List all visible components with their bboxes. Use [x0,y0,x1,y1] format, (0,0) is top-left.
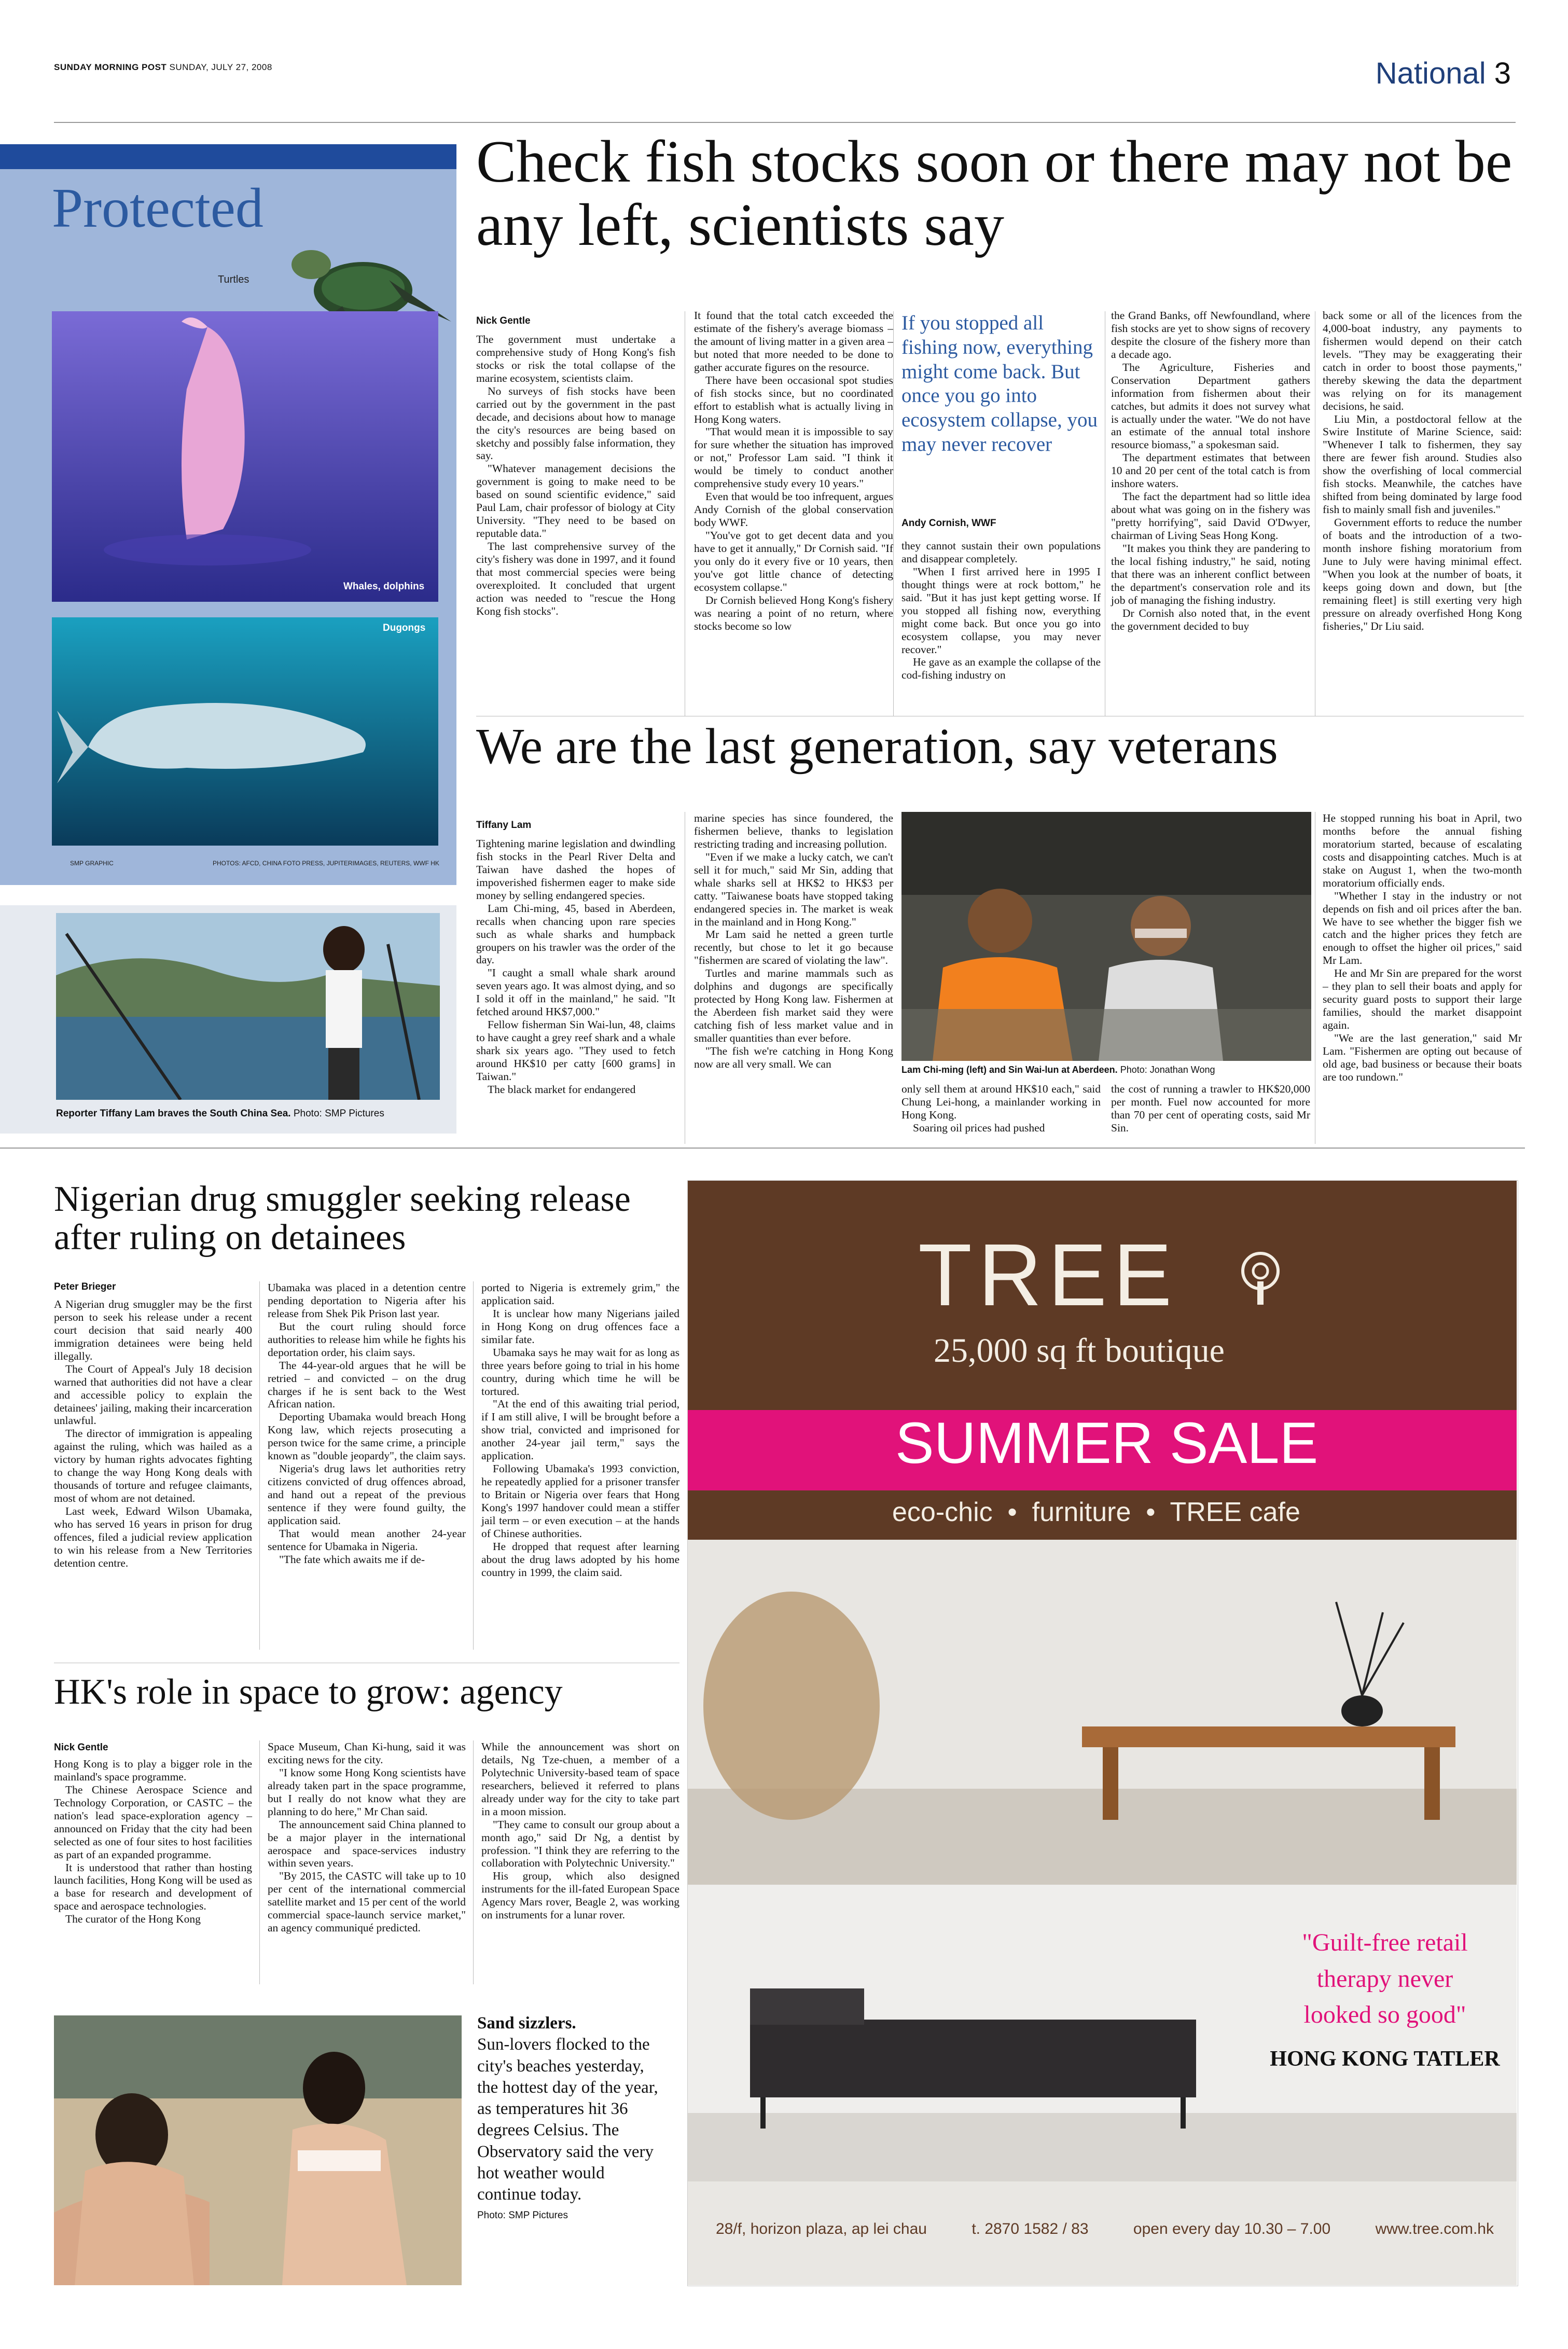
paragraph: "I know some Hong Kong scientists have already taken part in the space programme, but I really do not know what they are planning to do here," Mr Chan said. [268,1766,466,1818]
paragraph: Ubamaka was placed in a detention centre pending deportation to Nigeria after his release from Shek Pik Prison last year. [268,1281,466,1320]
sidebar-graphic-credit: SMP GRAPHIC [70,860,114,867]
paragraph: only sell them at around HK$10 each," said Chung Lei-hong, a mainlander working in Hong Kong. [901,1083,1101,1121]
story1-column-4 [1111,309,1310,632]
paragraph: Even that would be too infrequent, argues Andy Cornish of the global conservation body WWF. [694,490,893,529]
story2-headline: We are the last generation, say veterans [476,718,1278,775]
paragraph: Tightening marine legislation and dwindling fish stocks in the Pearl River Delta and Taiwan have dashed the hopes of impoverished fishermen eager to make side money by selling endangered species. [476,837,675,902]
paragraph: Liu Min, a postdoctoral fellow at the Swire Institute of Marine Science, said: "Whenever I talk to fishermen, they say there are fewer fish around. Studies also show the overfishing of local commercial fish stocks. Meanwhile, the catches have shifted from being dominated by large food fish to mainly small fish and juveniles." [1323,412,1522,516]
paragraph: That would mean another 24-year sentence for Ubamaka in Nigeria. [268,1527,466,1553]
paragraph: Space Museum, Chan Ki-hung, said it was exciting news for the city. [268,1740,466,1766]
story4-column-2 [268,1740,466,1935]
paragraph: The government must undertake a comprehensive study of Hong Kong's fish stocks or risk the total collapse of the marine ecosystem, scientists claim. [476,333,675,384]
paragraph: The curator of the Hong Kong [65,1913,201,1926]
paragraph: The Chinese Aerospace Science and Technology Corporation, or CASTC – the nation's lead space-exploration agency – announced on Friday that the city had been selected as one of four sites to host facilities as part of an expanded programme. [54,1783,252,1861]
ad-tagline: 25,000 sq ft boutique [934,1332,1225,1370]
beach-photo [54,2015,462,2285]
fishermen-photo [901,812,1311,1061]
paragraph: The fact the department had so little idea about what was going on in the fishery was "pretty horrifying", said David O'Dwyer, chairman of Living Seas Hong Kong. [1111,490,1310,542]
paragraph: Deporting Ubamaka would breach Hong Kong law, which rejects prosecuting a person twice for the same crime, a principle known as "double jeopardy", the claim says. [268,1411,466,1462]
pull-quote-attribution: Andy Cornish, WWF [901,518,996,529]
ad-footer-info [716,2220,1494,2238]
paragraph: Following Ubamaka's 1993 conviction, he repeatedly applied for a prisoner transfer to Britain or Nigeria over fears that Hong Kong's 1997 handover could mean a stiffer jail term – or even execution – at the hands of Chinese authorities. [481,1462,679,1540]
story4-headline: HK's role in space to grow: agency [54,1672,563,1712]
masthead-rule [54,122,1516,123]
story4-column-1 [54,1758,252,1926]
story3-column-1 [54,1298,252,1570]
paragraph: Dr Cornish also noted that, in the event the government decided to buy [1111,606,1310,632]
paragraph: Nigeria's drug laws let authorities retry citizens convicted of drug offences abroad, and hand out a repeat of the previous sentence if they were found guilty, the application said. [268,1462,466,1527]
page-number: 3 [1494,57,1511,90]
ad-feature-furniture: furniture [1032,1497,1131,1527]
story1-column-1 [476,333,675,618]
story1-byline: Nick Gentle [476,315,531,326]
story1-headline: Check fish stocks soon or there may not be any left, scientists say [476,129,1513,258]
paragraph: He stopped running his boat in April, two months before the annual fishing moratorium started, because of escalating costs and disappointing catches. Much is at stake on August 1, when the two-month moratorium officially ends. [1323,812,1522,889]
story3-column-2 [268,1281,466,1566]
paragraph: He dropped that request after learning about the drug laws adopted by his home country in 1999, the claim said. [481,1540,679,1579]
pull-quote: If you stopped all fishing now, everything might come back. But once you go into ecosystem collapse, you may never recover [901,312,1098,455]
reporter-photo [56,913,440,1100]
paragraph: The 44-year-old argues that he will be retried – and convicted – on the drug charges if he is sent back to the West African nation. [268,1359,466,1411]
label-whales-dolphins: Whales, dolphins [343,581,425,592]
paragraph: But the court ruling should force authorities to release him while he fights his deportation order, his claim says. [268,1320,466,1359]
paragraph: A Nigerian drug smuggler may be the first person to seek his release under a recent court decision that said nearly 400 immigration detainees were being held illegally. [54,1298,252,1362]
photo-story-credit: Photo: SMP Pictures [477,2210,568,2221]
paragraph: It is understood that rather than hosting launch facilities, Hong Kong will be used as a base for research and development of space and aerospace technologies. [54,1861,252,1913]
paragraph: While the announcement was short on details, Ng Tze-chuen, a member of a Polytechnic University-based team of space researchers, believed it referred to plans already under way for the city to take part in a moon mission. [481,1740,679,1818]
paragraph: The Court of Appeal's July 18 decision warned that authorities did not have a clear and accessible policy to explain the detainees' jailing, making their incarceration unlawful. [54,1362,252,1427]
paragraph: back some or all of the licences from the 4,000-boat industry, any payments to fishermen would depend on their catch levels. "They may be exaggerating their catch in order to boost those payments," thereby skewing the data the department was relying on for its management decisions, he said. [1323,309,1522,412]
label-turtles: Turtles [218,274,249,285]
paragraph: "Whether I stay in the industry or not depends on fish and oil prices after the ban. We have to see whether the bigger fish we catch and the higher prices they fetch are enough to offset the higher oil prices," said Mr Lam. [1323,889,1522,967]
paragraph: "Whatever management decisions the government is going to make need to be based on sound scientific evidence," said Paul Lam, chair professor of biology at City University. "They need to be based on reputable data." [476,462,675,540]
paragraph: Mr Lam said he netted a green turtle recently, but chose to let it go because "fishermen are scared of violating the law". [694,928,893,967]
fishermen-caption: Lam Chi-ming (left) and Sin Wai-lun at Aberdeen. Photo: Jonathan Wong [901,1065,1215,1075]
ad-quote: "Guilt-free retail therapy never looked so good" [1302,1929,1468,2029]
paragraph: "They came to consult our group about a month ago," said Dr Ng, a dentist by profession. "I think they are referring to the collaboration with Polytechnic University." [481,1818,679,1870]
ad-address: 28/f, horizon plaza, ap lei chau [716,2220,927,2237]
paragraph: "At the end of this awaiting trial period, if I am still alive, I will be brought before a show trial, convicted and imprisoned for another 24-year jail term," says the application. [481,1398,679,1462]
masthead-date: SUNDAY, JULY 27, 2008 [169,62,272,72]
paragraph: Fellow fisherman Sin Wai-lun, 48, claims to have caught a grey reef shark and a whale shark six years ago. "They used to fetch around HK$10 per catty [600 grams] in Taiwan." [476,1018,675,1083]
ad-features: eco-chic • furniture • TREE cafe [892,1497,1300,1527]
dugong-photo [52,617,438,846]
paragraph: Hong Kong is to play a bigger role in the mainland's space programme. [54,1758,252,1783]
ad-hours: open every day 10.30 – 7.00 [1133,2220,1331,2237]
paragraph: The director of immigration is appealing against the ruling, which was hailed as a victory by human rights advocates fighting to change the way Hong Kong deals with thousands of torture and refugee claimants, most of whom are not detained. [54,1427,252,1505]
photo-story-text [477,2013,664,2222]
photo-story-body: Sun-lovers flocked to the city's beaches yesterday, the hottest day of the year, as temperatures hit 36 degrees Celsius. The Observatory said the very hot weather would continue today. [477,2035,658,2204]
story3-headline: Nigerian drug smuggler seeking release after ruling on detainees [54,1179,631,1258]
story2-column-5 [1323,812,1522,1084]
story2-column-2 [694,812,893,1071]
paragraph: marine species has since foundered, the fishermen believe, thanks to legislation restricting trading and increasing pollution. [694,812,893,850]
ad-website: www.tree.com.hk [1375,2220,1494,2237]
paragraph: ported to Nigeria is extremely grim," the application said. [481,1281,679,1307]
paragraph: Ubamaka says he may wait for as long as three years before going to trial in his home country, during which time he will be tortured. [481,1346,679,1398]
paragraph: "The fate which awaits me if de- [279,1553,425,1566]
sidebar-topbar [0,144,456,169]
story1-column-2 [694,309,893,632]
story2-column-3 [901,1083,1101,1135]
story4-column-3 [481,1740,679,1922]
paragraph: "It makes you think they are pandering to the local fishing industry," he said, noting that there was an inherent conflict between the department's conservation role and its job of managing the fishing industry. [1111,542,1310,606]
paragraph: The Agriculture, Fisheries and Conservation Department gathers information from fishermen about their catches, but admits it does not survey what is actually under the water. "We do not have an estimate of the annual total inshore resource biomass," a spokesman said. [1111,361,1310,451]
masthead-paper: SUNDAY MORNING POST SUNDAY, JULY 27, 2008 [54,62,272,72]
reporter-caption: Reporter Tiffany Lam braves the South China Sea. Photo: SMP Pictures [56,1108,384,1119]
paragraph: "That would mean it is impossible to say for sure whether the situation has improved or not," Professor Lam said. "I think it would be timely to conduct another comprehensive study every 10 years." [694,425,893,490]
story4-byline: Nick Gentle [54,1742,108,1753]
story1-column-3 [901,540,1101,682]
ad-feature-eco-chic: eco-chic [892,1497,993,1527]
ad-feature-cafe: TREE cafe [1170,1497,1300,1527]
paragraph: "You've got to get decent data and you have to get it annually," Dr Cornish said. "If you only do it every five or 10 years, then you've got little chance of detecting ecosystem collapse." [694,529,893,593]
paragraph: Turtles and marine mammals such as dolphins and dugongs are specifically protected by Hong Kong law. Fishermen at the Aberdeen fish market said they were catching fish of less market value and in smaller quantities than ever before. [694,967,893,1044]
ad-quote-source: HONG KONG TATLER [1270,2047,1500,2071]
paragraph: He and Mr Sin are prepared for the worst – they plan to sell their boats and apply for security guard posts to support their large families, should the market disappoint again. [1323,967,1522,1031]
paragraph: "The fish we're catching in Hong Kong now are all very small. We can [694,1044,893,1070]
paragraph: It is unclear how many Nigerians jailed in Hong Kong on drug offences face a similar fate. [481,1307,679,1346]
paragraph: the cost of running a trawler to HK$20,000 per month. Fuel now accounted for more than 70 per cent of operating costs, said Mr Sin. [1111,1083,1310,1134]
paragraph: Soaring oil prices had pushed [913,1121,1045,1134]
paragraph: He gave as an example the collapse of the cod-fishing industry on [901,656,1101,682]
fishermen-photo-credit: Photo: Jonathan Wong [1120,1065,1215,1075]
ad-bench-photo [688,1540,1517,1885]
reporter-photo-credit: Photo: SMP Pictures [293,1108,384,1119]
paragraph: There have been occasional spot studies of fish stocks since, but no coordinated effort to establish what is actually living in Hong Kong waters. [694,374,893,425]
paragraph: The announcement said China planned to be a major player in the international aerospace and space-services industry within seven years. [268,1818,466,1870]
story2-byline: Tiffany Lam [476,820,532,831]
paragraph: It found that the total catch exceeded the estimate of the fishery's average biomass – the amount of living matter in a given area – but noted that more needed to be done to gather accurate figures on the resource. [694,309,893,374]
story3-byline: Peter Brieger [54,1281,116,1292]
story1-column-5 [1323,309,1522,632]
photo-story-title: Sand sizzlers. [477,2014,576,2033]
ad-sale-label: SUMMER SALE [895,1411,1319,1475]
paragraph: Last week, Edward Wilson Ubamaka, who has served 16 years in prison for drug offences, filed a judicial review application to win his release from a New Territories detention centre. [54,1505,252,1569]
paragraph: The black market for endangered [488,1083,636,1096]
paragraph: "By 2015, the CASTC will take up to 10 per cent of the international commercial satellite market and 15 per cent of the world commercial space-launch service market," an agency communiqué predicted. [268,1870,466,1935]
paragraph: Lam Chi-ming, 45, based in Aberdeen, recalls when chancing upon rare species such as whale sharks and humpback groupers on his trawler was the order of the day. [476,902,675,966]
ad-brand: TREE [918,1226,1178,1324]
story2-column-4 [1111,1083,1310,1135]
paragraph: Government efforts to reduce the number of boats and the introduction of a two-month inshore fishing moratorium from June to July were having minimal effect. "When you look at the number of boats, it keeps going down and down, but [the remaining fleet] is still exerting very high pressure on already overfished Hong Kong fisheries," Dr Liu said. [1323,516,1522,632]
section-label: National 3 [1375,57,1511,90]
story2-column-1 [476,837,675,1096]
paragraph: The department estimates that between 10 and 20 per cent of the total catch is from inshore waters. [1111,451,1310,490]
ad-phone: t. 2870 1582 / 83 [972,2220,1089,2237]
paragraph: the Grand Banks, off Newfoundland, where fish stocks are yet to show signs of recovery despite the closure of the fishery more than a decade ago. [1111,309,1310,361]
sidebar-photo-credit: PHOTOS: AFCD, CHINA FOTO PRESS, JUPITERIMAGES, REUTERS, WWF HK [213,860,439,867]
paragraph: they cannot sustain their own populations and disappear completely. [901,540,1101,565]
paragraph: "We are the last generation," said Mr Lam. "Fishermen are opting out because of old age, bad business or because their boats are too rundown." [1323,1031,1522,1083]
paragraph: "When I first arrived here in 1995 I thought things were at rock bottom," he said. "But it has just kept getting worse. If you stopped all fishing now, everything might come back. But once you go into ecosystem collapse, you may never recover." [901,565,1101,656]
label-dugongs: Dugongs [383,623,426,633]
sidebar-title: Protected [52,177,263,239]
paragraph: Dr Cornish believed Hong Kong's fishery was nearing a point of no return, where stocks become so low [694,593,893,632]
story3-column-3 [481,1281,679,1579]
dolphin-photo [52,311,438,602]
paragraph: "I caught a small whale shark around seven years ago. It was almost dying, and so I sold it off in the mainland," he said. "It fetched around HK$7,000." [476,966,675,1018]
paragraph: "Even if we make a lucky catch, we can't sell it for much," said Mr Sin, adding that whale sharks sell at HK$2 to HK$3 per catty. "Taiwanese boats have stopped taking endangered species in. The market is weak in the mainland and in Hong Kong." [694,850,893,928]
paragraph: His group, which also designed instruments for the ill-fated European Space Agency Mars rover, Beagle 2, was working on instruments for a lunar rover. [481,1870,679,1922]
paragraph: The last comprehensive survey of the city's fishery was done in 1997, and it found that most commercial species were being overexploited. It concluded that urgent action was needed to "rescue the Hong Kong fish stocks". [476,540,675,617]
tree-logo-icon [1234,1250,1286,1307]
paragraph: No surveys of fish stocks have been carried out by the government in the past decade, and decisions about how to manage the city's resources are being based on sketchy and possibly false information, they say. [476,384,675,462]
